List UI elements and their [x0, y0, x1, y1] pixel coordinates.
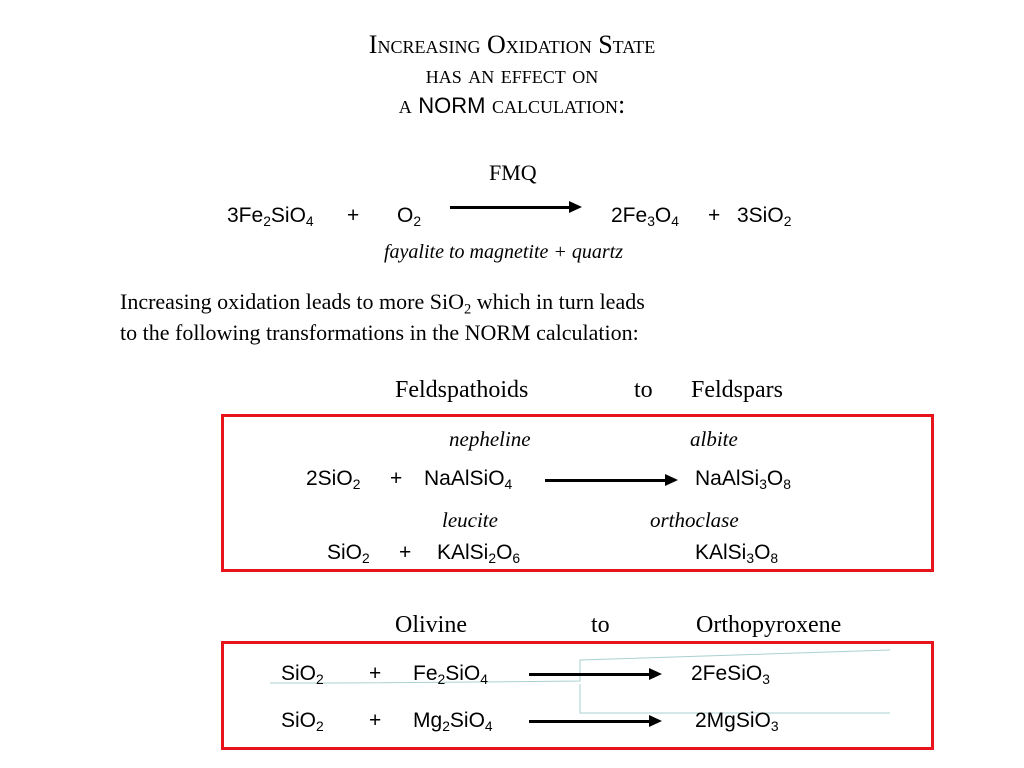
reactant-silica: SiO$_2$ [327, 541, 370, 567]
section-to-word: to [591, 612, 610, 638]
section-to-feldspars: Feldspars [691, 377, 783, 403]
slide-title-line-2: has an effect on [425, 60, 599, 89]
section-from-olivine: Olivine [395, 612, 467, 638]
product-quartz: 3SiO$_2$ [737, 204, 792, 230]
reactant-fayalite: $3Fe_2SiO_4$ [227, 204, 314, 230]
reactant-nepheline: NaAlSiO$_4$ [424, 467, 513, 493]
reaction-caption: fayalite to magnetite + quartz [384, 241, 624, 263]
product-orthoclase: $KAlSi_3O_8$ [695, 541, 779, 567]
reactant-leucite: $KAlSi_2O_6$ [437, 541, 521, 567]
reactant-oxygen: $O_2$ [397, 204, 422, 230]
paragraph-line-2: to the following transformations in the NORM calculation: [120, 320, 639, 345]
title-norm: NORM [418, 93, 486, 118]
reaction-condition-fmq: FMQ [489, 160, 537, 185]
label-leucite: leucite [442, 508, 498, 532]
paragraph-line-1: Increasing oxidation leads to more SiO$_2$ which in turn leads [120, 289, 645, 318]
title-prefix: a [398, 90, 419, 119]
reactant-silica: SiO$_2$ [281, 662, 324, 688]
reaction-arrow [529, 720, 658, 723]
title-suffix: calculation: [485, 90, 626, 119]
label-orthoclase: orthoclase [650, 508, 739, 532]
product-ferrosilite: 2FeSiO$_3$ [691, 662, 770, 688]
section-to-orthopyroxene: Orthopyroxene [696, 612, 842, 638]
reactant-fayalite: $Fe_2SiO_4$ [413, 662, 488, 688]
plus-sign: + [347, 204, 360, 227]
section-from-feldspathoids: Feldspathoids [395, 377, 529, 403]
reaction-arrow [529, 673, 658, 676]
plus-sign: + [369, 662, 382, 685]
plus-sign: + [708, 204, 721, 227]
product-magnetite: $2Fe_3O_4$ [611, 204, 679, 230]
plus-sign: + [369, 709, 382, 732]
section-to-word: to [634, 377, 653, 403]
plus-sign: + [399, 541, 412, 564]
reactant-silica: SiO$_2$ [281, 709, 324, 735]
label-albite: albite [690, 427, 738, 451]
plus-sign: + [390, 467, 403, 490]
product-albite: $NaAlSi_3O_8$ [695, 467, 791, 493]
product-enstatite: 2MgSiO$_3$ [695, 709, 779, 735]
reactant-silica: 2SiO$_2$ [306, 467, 361, 493]
reactant-forsterite: $Mg_2SiO_4$ [413, 709, 493, 735]
slide-title-line-1: Increasing Oxidation State [368, 30, 656, 59]
label-nepheline: nepheline [449, 427, 531, 451]
stray-line-upper [270, 650, 890, 683]
